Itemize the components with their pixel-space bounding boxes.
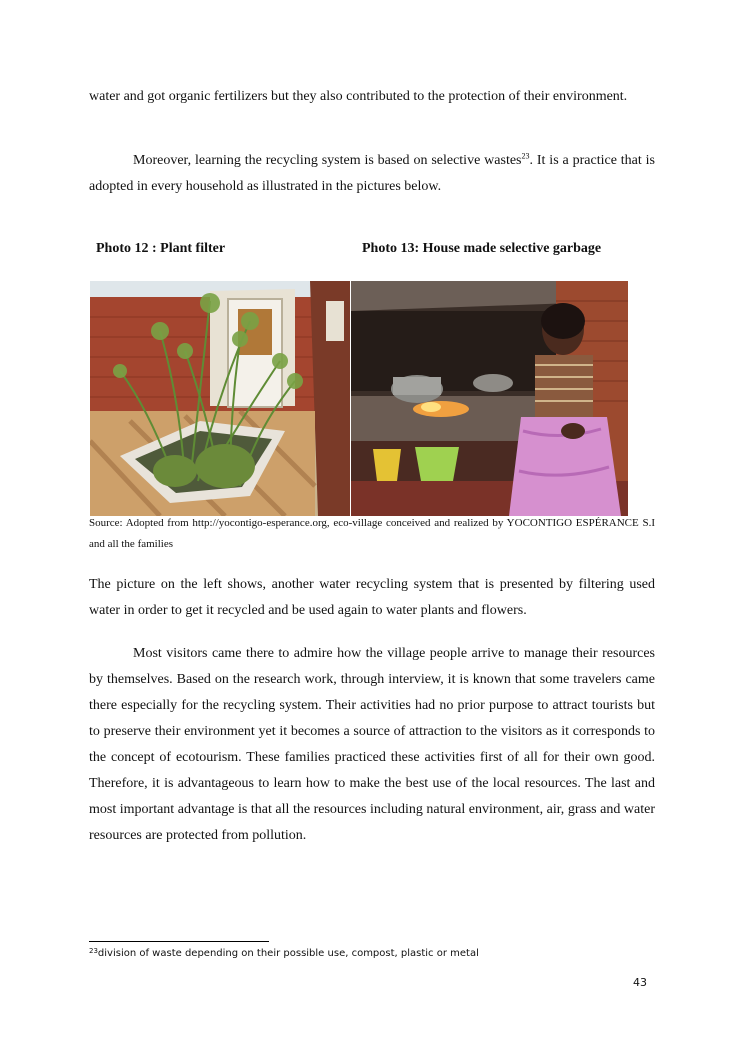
footnote-separator [89,941,269,942]
photo12-caption: Photo 12 : Plant filter [96,241,226,256]
footnote [89,948,479,959]
paragraph-recycling-text-end: . It is a practice that is adopted in every household as illustrated in the pictures below. [89,153,655,194]
photo13-caption: Photo 13: House made selective garbage [362,241,602,256]
photo-plant-filter [90,281,350,516]
paragraph-visitors: Most visitors came there to admire how the village people arrive to manage their resources by themselves. Based on the research work, through interview, it is known that some travelers came there especially for the recycling system. Their activities had no prior purpose to attract tourists but to preserve their environment yet it becomes a source of attraction to the visitors as it corresponds to the concept of ecotourism. These families practiced these activities first of all for their own good. Therefore, it is advantageous to learn how to make the best use of the local resources. The last and most important advantage is that all the resources including natural environment, air, grass and water resources are protected from pollution. [89,646,655,843]
paragraph-continuation: water and got organic fertilizers but they also contributed to the protection of their environment. [89,89,628,104]
footnote-text: division of waste depending on their possible use, compost, plastic or metal [97,948,479,959]
page-number: 43 [633,976,647,989]
paragraph-left-picture: The picture on the left shows, another water recycling system that is presented by filtering used water in order to get it recycled and be used again to water plants and flowers. [89,577,655,618]
photo-house-selective-garbage [351,281,628,516]
photo-source-note: Source: Adopted from http://yocontigo-esperance.org, eco-village conceived and realized by YOCONTIGO ESPÉRANCE S.I and all the families [89,517,655,550]
paragraph-recycling [89,148,655,200]
footnote-number: 23 [89,947,98,955]
paragraph-recycling-text: Moreover, learning the recycling system is based on selective wastes [133,153,522,168]
footnote-ref-23[interactable]: 23 [521,151,530,161]
